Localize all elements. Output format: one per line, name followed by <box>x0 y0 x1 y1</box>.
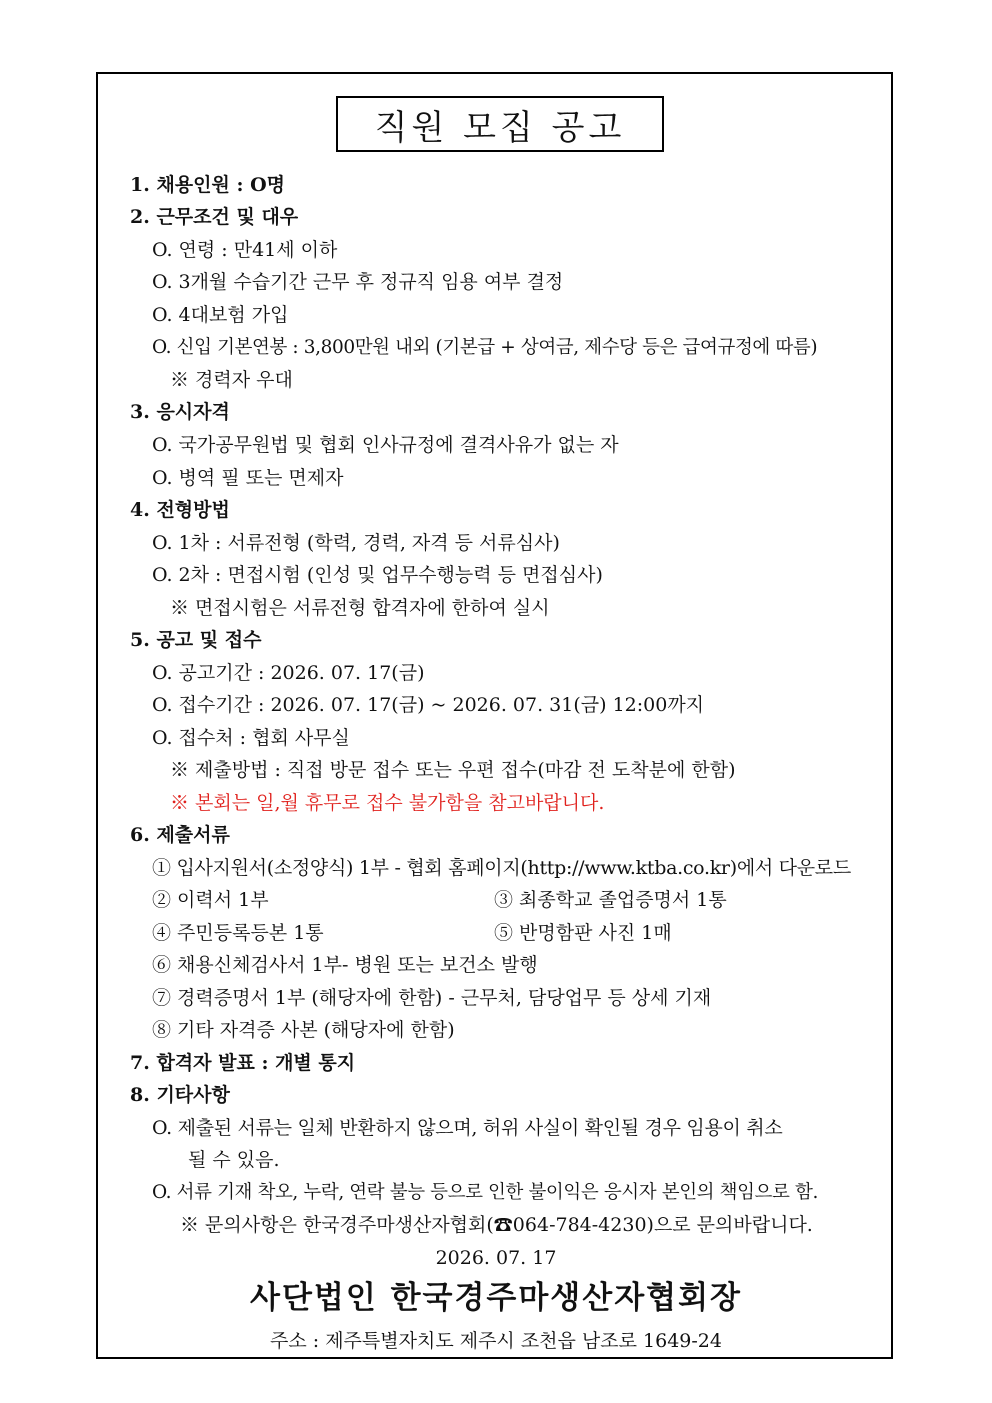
section-4-heading: 4. 전형방법 <box>130 499 230 521</box>
document-item: ② 이력서 1부 <box>152 889 269 911</box>
document-item: ⑦ 경력증명서 1부 (해당자에 한함) - 근무처, 담당업무 등 상세 기재 <box>152 987 712 1009</box>
section-2-note: ※ 경력자 우대 <box>170 369 293 391</box>
section-2-item: O. 3개월 수습기간 근무 후 정규직 임용 여부 결정 <box>152 271 564 293</box>
document-item: ⑧ 기타 자격증 사본 (해당자에 한함) <box>152 1019 455 1041</box>
notice-title: 직원 모집 공고 <box>336 96 664 152</box>
section-5-warning: ※ 본회는 일,월 휴무로 접수 불가함을 참고바랍니다. <box>170 792 605 814</box>
section-4-note: ※ 면접시험은 서류전형 합격자에 한하여 실시 <box>170 597 550 619</box>
section-8-item: O. 제출된 서류는 일체 반환하지 않으며, 허위 사실이 확인될 경우 임용이 취소 <box>152 1117 783 1139</box>
document-item: ⑤ 반명함판 사진 1매 <box>494 922 672 944</box>
section-2-item: O. 신입 기본연봉 : 3,800만원 내외 (기본급 + 상여금, 제수당 등은 급여규정에 따름) <box>152 337 818 358</box>
section-3-item: O. 국가공무원법 및 협회 인사규정에 결격사유가 없는 자 <box>152 434 619 456</box>
section-4-item: O. 1차 : 서류전형 (학력, 경력, 자격 등 서류심사) <box>152 532 560 554</box>
organization-name: 사단법인 한국경주마생산자협회장 <box>250 1280 742 1316</box>
notice-date: 2026. 07. 17 <box>435 1247 557 1269</box>
section-5-item: O. 접수처 : 협회 사무실 <box>152 727 350 749</box>
section-2-item: O. 4대보험 가입 <box>152 304 289 326</box>
address: 주소 : 제주특별자치도 제주시 조천읍 남조로 1649-24 <box>270 1330 722 1352</box>
section-5-item: O. 접수기간 : 2026. 07. 17(금) ~ 2026. 07. 31(금) 12:00까지 <box>152 694 705 716</box>
section-2-item: O. 연령 : 만41세 이하 <box>152 239 338 261</box>
section-1-heading: 1. 채용인원 : O명 <box>130 174 286 196</box>
section-5-note: ※ 제출방법 : 직접 방문 접수 또는 우편 접수(마감 전 도착분에 한함) <box>170 759 736 781</box>
section-3-item: O. 병역 필 또는 면제자 <box>152 467 344 489</box>
document-item: ⑥ 채용신체검사서 1부- 병원 또는 보건소 발행 <box>152 954 538 976</box>
section-8-item: O. 서류 기재 착오, 누락, 연락 불능 등으로 인한 불이익은 응시자 본인의 책임으로 함. <box>152 1182 818 1203</box>
document-item: ① 입사지원서(소정양식) 1부 - 협회 홈페이지(http://www.ktba.co.kr)에서 다운로드 <box>152 857 851 879</box>
section-6-heading: 6. 제출서류 <box>130 824 230 846</box>
section-8-heading: 8. 기타사항 <box>130 1084 230 1106</box>
document-item: ④ 주민등록등본 1통 <box>152 922 324 944</box>
section-3-heading: 3. 응시자격 <box>130 401 230 423</box>
section-7-heading: 7. 합격자 발표 : 개별 통지 <box>130 1052 356 1074</box>
section-8-item-continued: 될 수 있음. <box>188 1149 280 1171</box>
section-4-item: O. 2차 : 면접시험 (인성 및 업무수행능력 등 면접심사) <box>152 564 603 586</box>
section-5-item: O. 공고기간 : 2026. 07. 17(금) <box>152 662 425 684</box>
document-item: ③ 최종학교 졸업증명서 1통 <box>494 889 727 911</box>
section-5-heading: 5. 공고 및 접수 <box>130 629 262 651</box>
inquiry-note: ※ 문의사항은 한국경주마생산자협회(☎064-784-4230)으로 문의바랍니다. <box>180 1214 813 1236</box>
section-2-heading: 2. 근무조건 및 대우 <box>130 206 299 228</box>
